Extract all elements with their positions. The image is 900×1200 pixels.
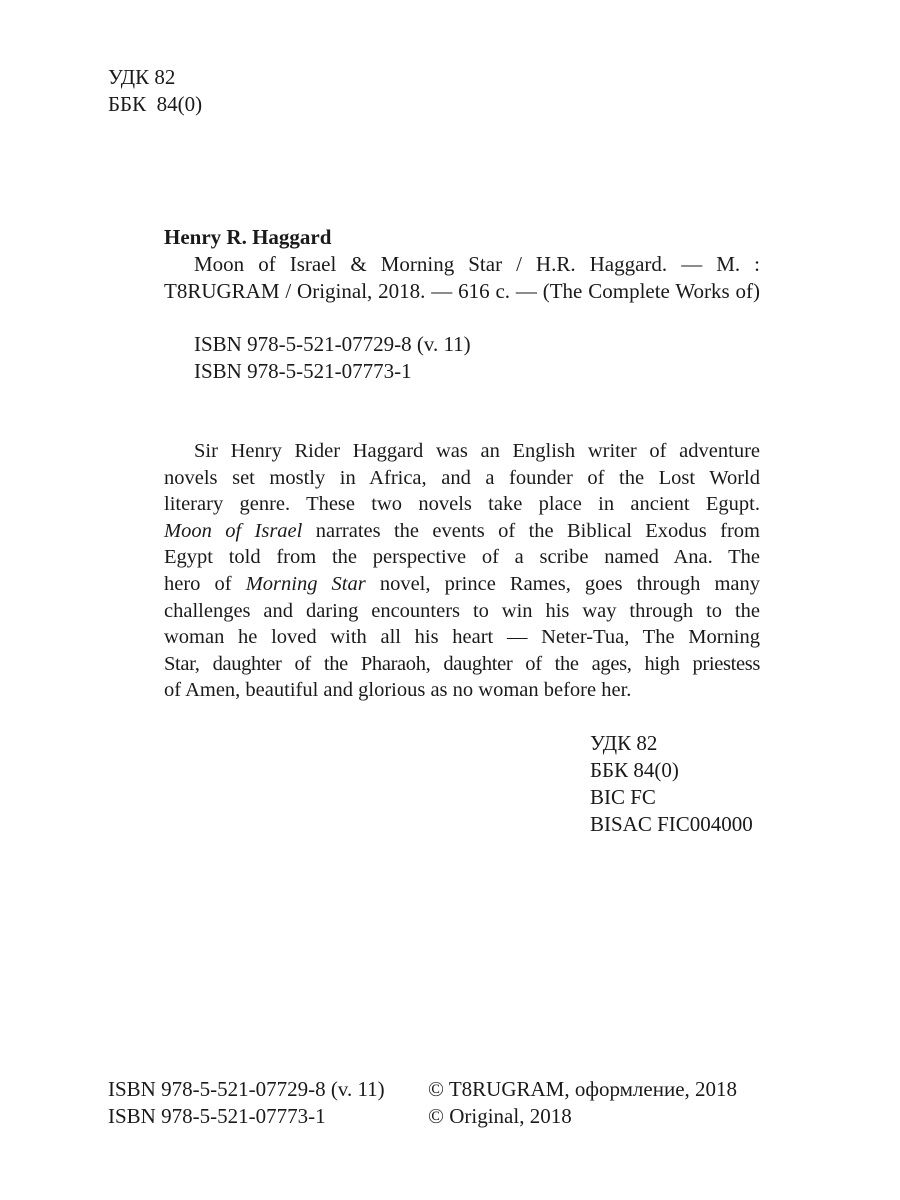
udk-code: УДК 82 (108, 65, 176, 89)
abstract-text: narrates the events of the Biblical Exodus from (302, 519, 760, 542)
author-name: Henry R. Haggard (164, 225, 332, 249)
top-classification-codes (108, 64, 202, 118)
book-title-morning-star: Morning Star (245, 572, 366, 595)
bic-code: BIC FC (590, 785, 656, 809)
abstract-text: hero of (164, 572, 246, 595)
footer-isbn-volume: ISBN 978-5-521-07729-8 (v. 11) (108, 1077, 385, 1101)
book-title-moon-of-israel: Moon of Israel (164, 519, 303, 542)
footer-copyrights (428, 1076, 737, 1130)
abstract-line: challenges and daring encounters to win his way through to the (164, 599, 760, 622)
title-line-2: T8RUGRAM / Original, 2018. — 616 c. — (The Complete Works of) (164, 279, 760, 303)
copyright-publisher: © T8RUGRAM, оформление, 2018 (428, 1077, 738, 1101)
abstract-line (164, 518, 760, 545)
abstract-line: Sir Henry Rider Haggard was an English writer of adventure (194, 440, 760, 462)
udk-code: УДК 82 (590, 731, 658, 755)
copyright-original: © Original, 2018 (428, 1104, 572, 1128)
title-line-1: Moon of Israel & Morning Star / H.R. Haggard. — M. : (194, 252, 760, 276)
footer-isbns (108, 1076, 385, 1130)
abstract-line: Star, daughter of the Pharaoh, daughter of the ages, high priestess (164, 652, 760, 675)
bbk-code: ББК 84(0) (590, 758, 679, 782)
abstract-line: literary genre. These two novels take place in ancient Egupt. (164, 493, 760, 516)
isbn-series: ISBN 978-5-521-07773-1 (194, 359, 412, 383)
isbn-list (194, 331, 471, 385)
bbk-code: ББК 84(0) (108, 92, 203, 116)
abstract-line (164, 571, 760, 598)
abstract-paragraph (164, 438, 760, 704)
footer-isbn-series: ISBN 978-5-521-07773-1 (108, 1104, 326, 1128)
bisac-code: BISAC FIC004000 (590, 812, 753, 836)
isbn-volume: ISBN 978-5-521-07729-8 (v. 11) (194, 332, 471, 356)
abstract-line: woman he loved with all his heart — Neter-Tua, The Morning (164, 626, 760, 649)
abstract-line: of Amen, beautiful and glorious as no woman before her. (164, 679, 632, 702)
abstract-line: novels set mostly in Africa, and a founder of the Lost World (164, 466, 760, 489)
classification-codes (590, 730, 753, 838)
abstract-text: novel, prince Rames, goes through many (365, 572, 760, 595)
abstract-line: Egypt told from the perspective of a scribe named Ana. The (164, 546, 760, 569)
bibliographic-record (164, 224, 760, 305)
